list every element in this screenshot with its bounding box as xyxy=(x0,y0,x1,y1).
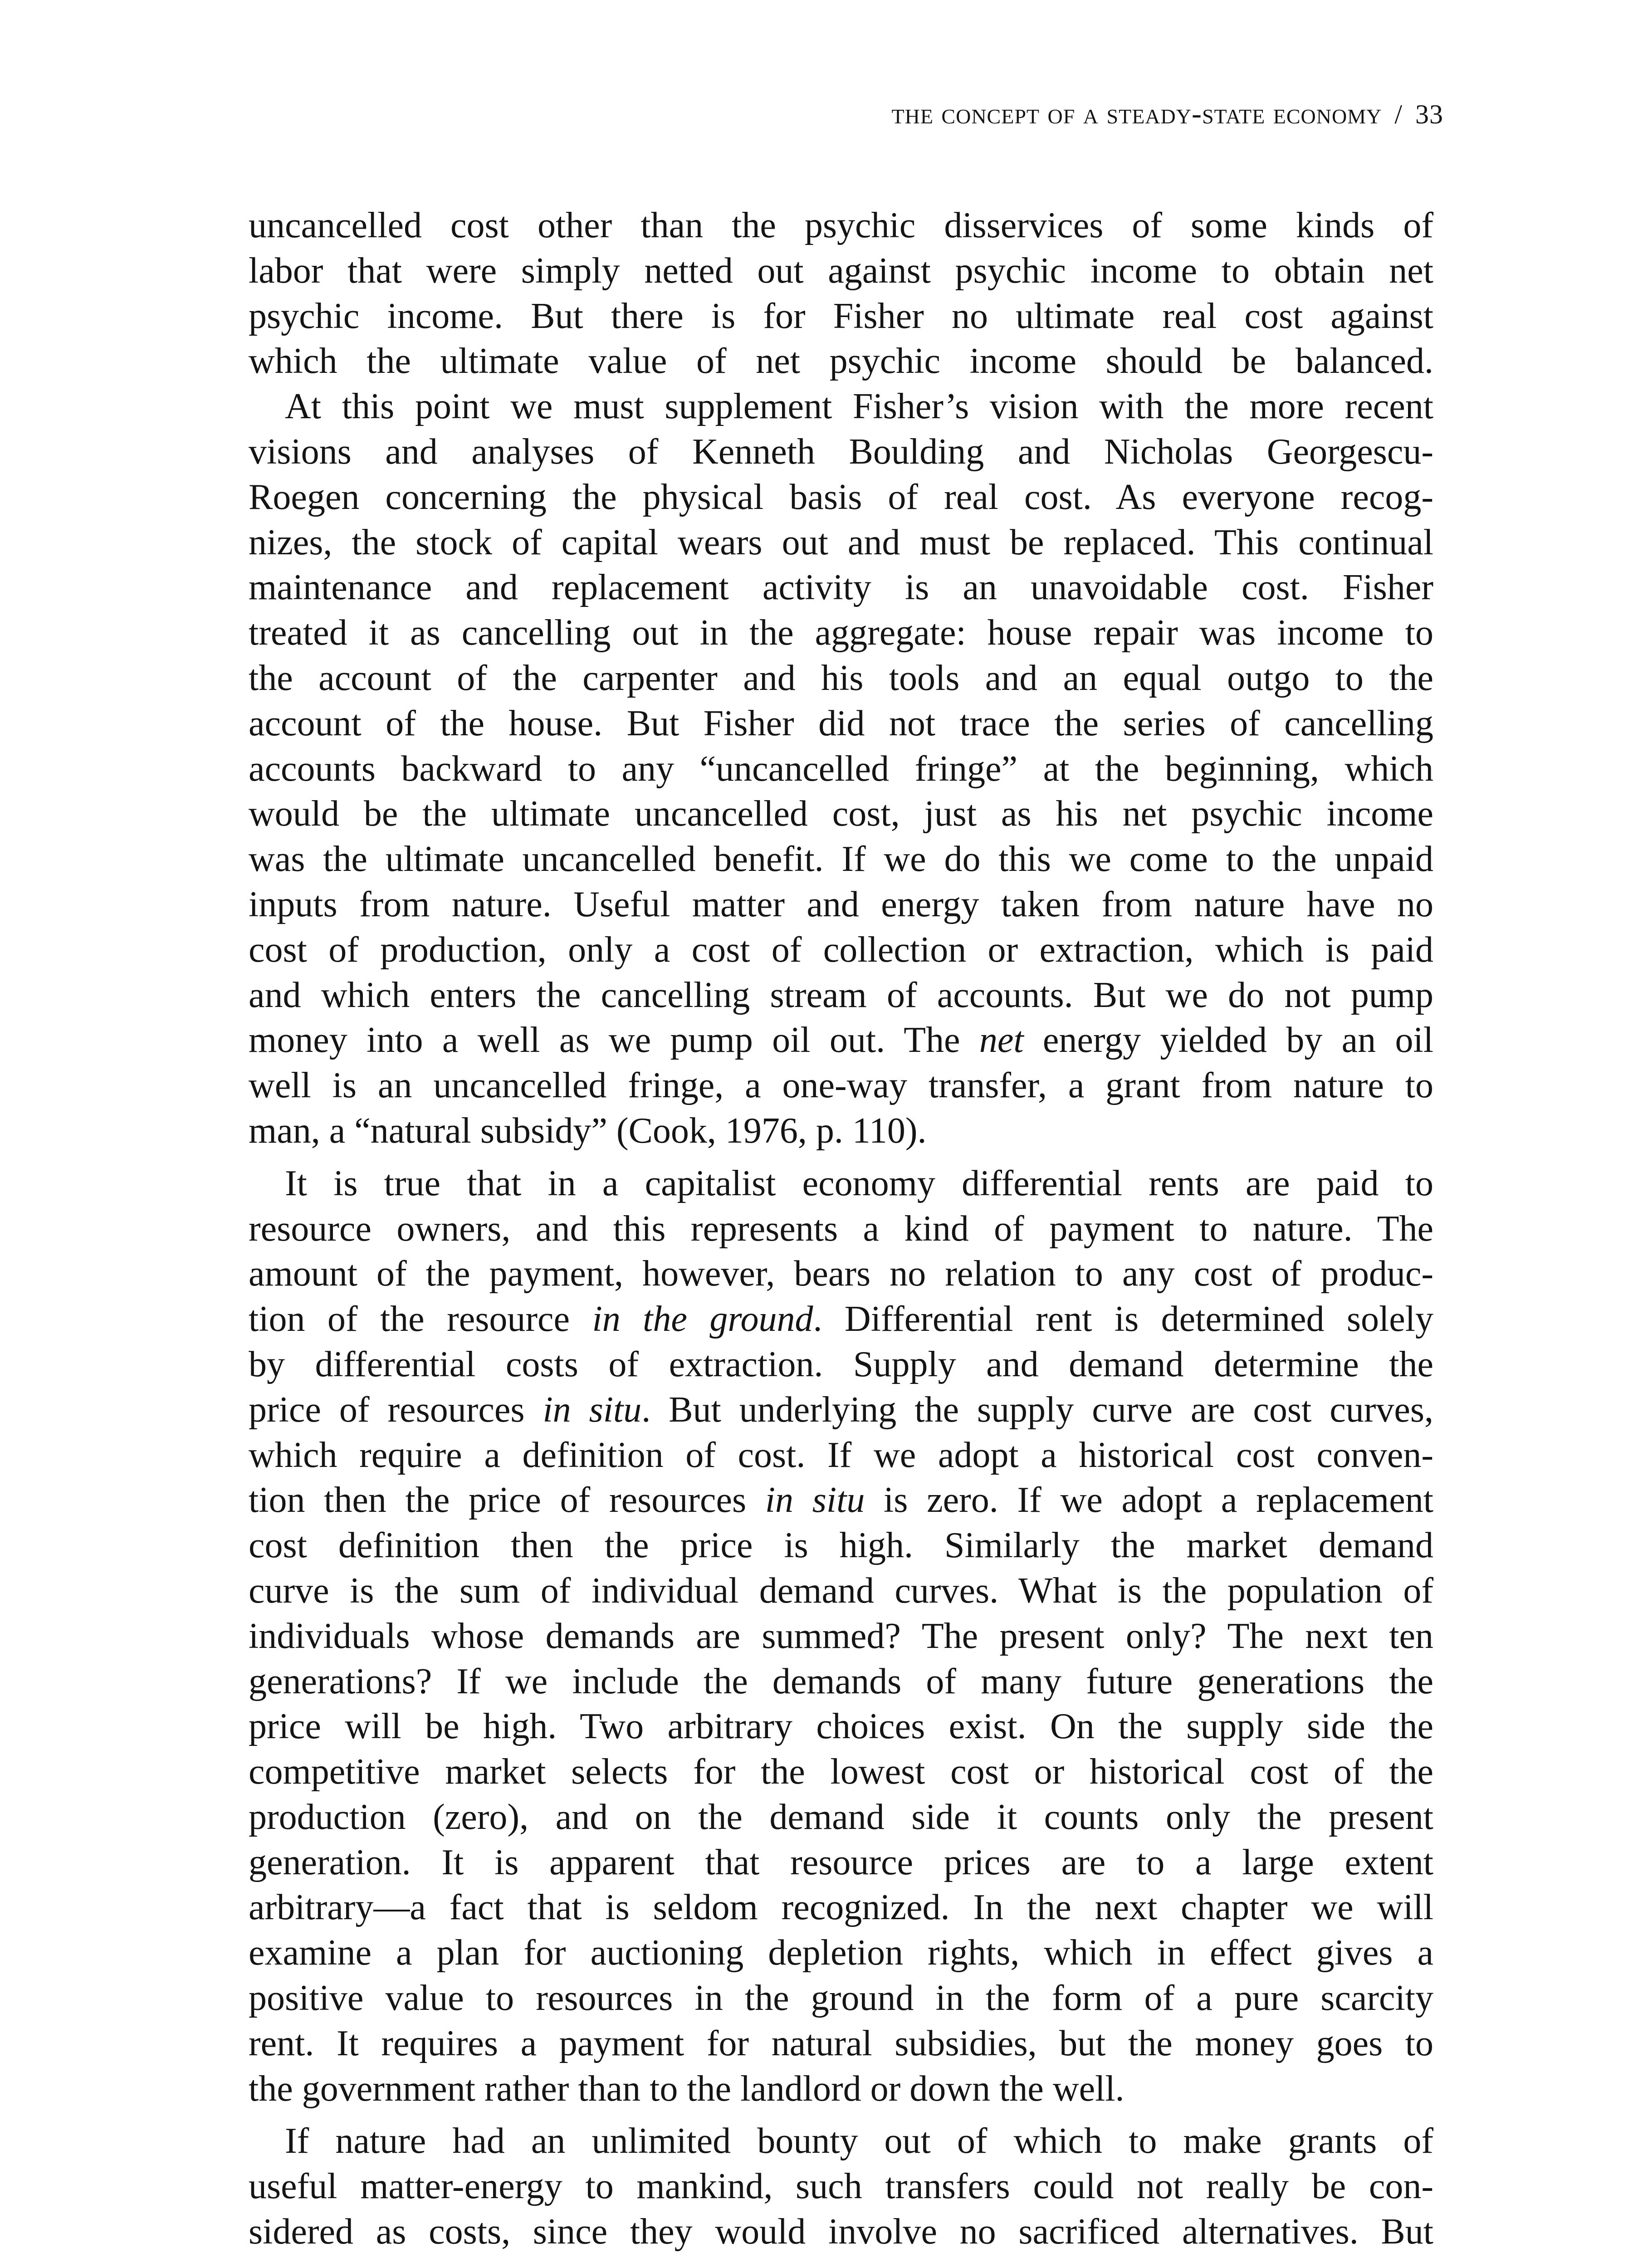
text-line: labor that were simply netted out against psychic income to obtain net xyxy=(249,250,1433,291)
text-segment: price of resources xyxy=(249,1389,543,1430)
body-text xyxy=(249,203,1433,2255)
text-line xyxy=(249,1297,1433,1342)
text-segment: . Differential rent is determined solely xyxy=(813,1299,1434,1339)
text-line xyxy=(249,1478,1433,1523)
text-line: inputs from nature. Useful matter and energy taken from nature have no xyxy=(249,884,1433,924)
text-line: which the ultimate value of net psychic income should be balanced. xyxy=(249,341,1433,381)
text-line: cost definition then the price is high. Similarly the market demand xyxy=(249,1525,1433,1566)
page-number: 33 xyxy=(1415,99,1443,129)
paragraph-1 xyxy=(249,203,1433,384)
text-line: useful matter-energy to mankind, such transfers could not really be con- xyxy=(249,2166,1433,2207)
italic-term: in situ xyxy=(765,1480,865,1520)
text-segment: . But underlying the supply curve are cost curves, xyxy=(641,1389,1434,1430)
paragraph-3 xyxy=(249,1161,1433,2112)
italic-term: net xyxy=(979,1020,1024,1061)
text-line: nizes, the stock of capital wears out and must be replaced. This continual xyxy=(249,522,1433,562)
text-line: examine a plan for auctioning depletion rights, which in effect gives a xyxy=(249,1933,1433,1973)
text-line: account of the house. But Fisher did not trace the series of cancelling xyxy=(249,703,1433,743)
text-line: would be the ultimate uncancelled cost, just as his net psychic income xyxy=(249,794,1433,834)
text-line: by differential costs of extraction. Supply and demand determine the xyxy=(249,1344,1433,1384)
text-line: maintenance and replacement activity is an unavoidable cost. Fisher xyxy=(249,567,1433,608)
running-head-separator: / xyxy=(1394,99,1403,129)
text-line: the account of the carpenter and his tools and an equal outgo to the xyxy=(249,658,1433,698)
text-segment: is zero. If we adopt a replacement xyxy=(865,1480,1433,1520)
running-head xyxy=(892,99,1444,129)
text-line: price will be high. Two arbitrary choices exist. On the supply side the xyxy=(249,1706,1433,1747)
text-line: amount of the payment, however, bears no relation to any cost of produc- xyxy=(249,1254,1433,1294)
text-line: the government rather than to the landlord or down the well. xyxy=(249,2068,1125,2109)
text-segment: energy yielded by an oil xyxy=(1023,1020,1434,1061)
text-segment: tion then the price of resources xyxy=(249,1480,765,1520)
text-line: and which enters the cancelling stream of accounts. But we do not pump xyxy=(249,975,1433,1015)
text-line: rent. It requires a payment for natural subsidies, but the money goes to xyxy=(249,2023,1433,2063)
text-line: individuals whose demands are summed? The present only? The next ten xyxy=(249,1616,1433,1656)
text-line: resource owners, and this represents a kind of payment to nature. The xyxy=(249,1208,1433,1249)
text-line: cost of production, only a cost of collection or extraction, which is paid xyxy=(249,929,1433,970)
text-line: psychic income. But there is for Fisher no ultimate real cost against xyxy=(249,296,1433,336)
paragraph-2 xyxy=(249,384,1433,1154)
text-line: was the ultimate uncancelled benefit. If we do this we come to the unpaid xyxy=(249,839,1433,880)
running-head-title: the concept of a steady-state economy xyxy=(891,97,1382,130)
text-line: At this point we must supplement Fisher’s vision with the more recent xyxy=(285,386,1433,427)
text-line: Roegen concerning the physical basis of real cost. As everyone recog- xyxy=(249,477,1433,517)
text-line xyxy=(249,1388,1433,1433)
text-line: arbitrary—a fact that is seldom recognized. In the next chapter we will xyxy=(249,1887,1433,1928)
text-line: accounts backward to any “uncancelled fringe” at the beginning, which xyxy=(249,748,1433,789)
text-segment: tion of the resource xyxy=(249,1299,592,1339)
text-line: man, a “natural subsidy” (Cook, 1976, p. 110). xyxy=(249,1110,927,1151)
text-line: generations? If we include the demands of many future generations the xyxy=(249,1661,1433,1701)
text-line: positive value to resources in the ground in the form of a pure scarcity xyxy=(249,1978,1433,2019)
text-line: If nature had an unlimited bounty out of which to make grants of xyxy=(285,2121,1433,2161)
italic-term: in situ xyxy=(543,1389,642,1430)
text-line: visions and analyses of Kenneth Boulding and Nicholas Georgescu- xyxy=(249,431,1433,472)
italic-term: in the ground xyxy=(592,1299,813,1339)
text-line: sidered as costs, since they would involve no sacrificed alternatives. But xyxy=(249,2212,1433,2252)
text-line: It is true that in a capitalist economy differential rents are paid to xyxy=(285,1163,1433,1203)
text-line: uncancelled cost other than the psychic disservices of some kinds of xyxy=(249,205,1433,245)
text-line: production (zero), and on the demand side it counts only the present xyxy=(249,1797,1433,1837)
text-segment: money into a well as we pump oil out. The xyxy=(249,1020,979,1061)
text-line xyxy=(249,1018,1433,1063)
text-line: generation. It is apparent that resource prices are to a large extent xyxy=(249,1842,1433,1882)
text-line: competitive market selects for the lowest cost or historical cost of the xyxy=(249,1752,1433,1792)
text-line: curve is the sum of individual demand curves. What is the population of xyxy=(249,1570,1433,1611)
text-line: well is an uncancelled fringe, a one-way transfer, a grant from nature to xyxy=(249,1066,1433,1106)
paragraph-4 xyxy=(249,2119,1433,2254)
text-line: treated it as cancelling out in the aggregate: house repair was income to xyxy=(249,613,1433,653)
text-line: which require a definition of cost. If we adopt a historical cost conven- xyxy=(249,1435,1433,1475)
